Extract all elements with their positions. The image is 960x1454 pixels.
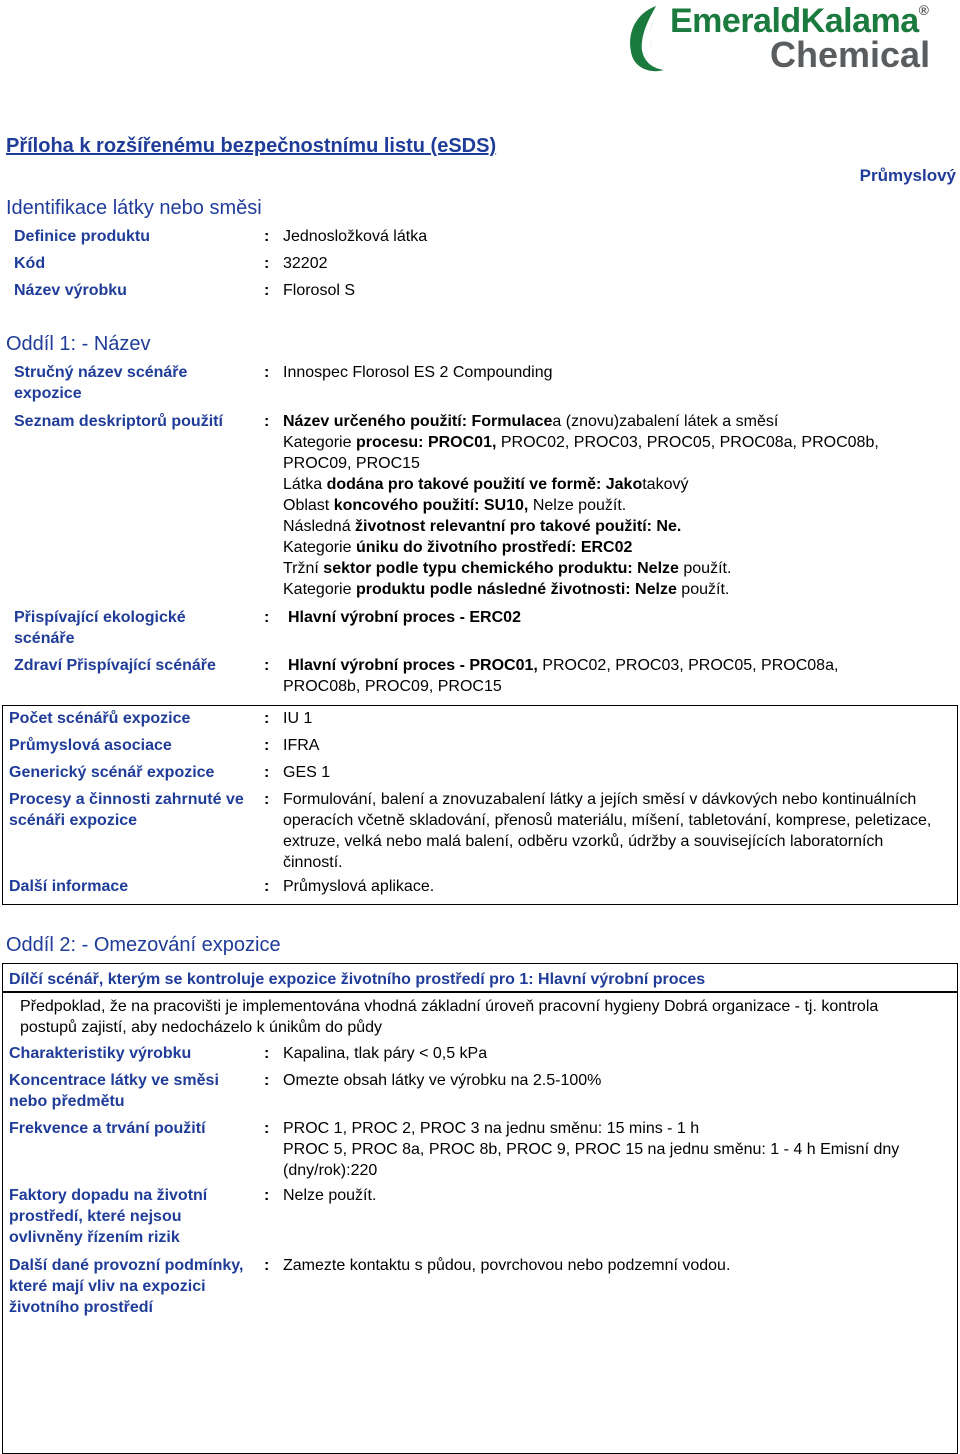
assumption-text: Předpoklad, že na pracovišti je implementována vhodná základní úroveň pracovní hygieny Dobrá organizace - tj. kontrola postupů zajistí, aby nedocházelo k únikům do půdy <box>20 998 879 1036</box>
category-label: Průmyslový <box>859 166 956 185</box>
colon: : <box>264 413 270 430</box>
colon: : <box>264 1187 270 1204</box>
info-value: Průmyslová aplikace. <box>283 878 435 895</box>
box1-value-0: IU 1 <box>283 710 313 727</box>
processes-value: Formulování, balení a znovuzabalení látky a jejích směsí v dávkových nebo kontinuálních operacích včetně skladování, přenosů materiálu, míšení, tabletování, komprese, peletizace, extruze, velká nebo malá balení, odběru vzorků, údržby a souvisejících laboratorních činností. <box>283 791 932 871</box>
descriptor-pre: Látka <box>283 476 327 493</box>
colon: : <box>264 1120 270 1137</box>
box1-label-2: Generický scénář expozice <box>9 764 215 781</box>
descriptor-line <box>283 495 953 516</box>
s2-label-4: Další dané provozní podmínky, které mají vliv na expozici životního prostředí <box>9 1257 244 1316</box>
colon: : <box>264 764 270 781</box>
descriptor-line <box>283 474 953 495</box>
ident-value-1: 32202 <box>283 255 328 272</box>
box1-label-1: Průmyslová asociace <box>9 737 172 754</box>
descriptor-line <box>283 453 953 474</box>
s2-label-2: Frekvence a trvání použití <box>9 1120 206 1137</box>
s2-value-2-line1: PROC 1, PROC 2, PROC 3 na jednu směnu: 15 mins - 1 h <box>283 1120 700 1137</box>
s2-value-2-line2: PROC 5, PROC 8a, PROC 8b, PROC 9, PROC 15 na jednu směnu: 1 - 4 h Emisní dny (dny/rok):220 <box>283 1141 900 1179</box>
descriptor-bold: úniku do životního prostředí: ERC02 <box>355 539 633 556</box>
descriptor-line <box>283 537 953 558</box>
section2-subheading: Dílčí scénář, kterým se kontroluje expozice životního prostředí pro 1: Hlavní výrobní proces <box>9 971 706 988</box>
colon: : <box>264 791 270 808</box>
info-label: Další informace <box>9 878 129 895</box>
s2-value-3: Nelze použít. <box>283 1187 377 1204</box>
colon: : <box>264 1257 270 1274</box>
section2-subheading-rule <box>2 991 958 993</box>
colon: : <box>264 1045 270 1062</box>
descriptor-pre: Následná <box>283 518 356 535</box>
health-value <box>283 655 953 697</box>
logo-line1: EmeraldKalama <box>670 2 919 40</box>
identification-heading: Identifikace látky nebo směsi <box>6 197 262 219</box>
descriptor-pre: PROC09, PROC15 <box>283 455 420 472</box>
colon: : <box>264 1072 270 1089</box>
health-value-bold: Hlavní výrobní proces - PROC01, <box>288 657 538 674</box>
s2-value-2 <box>283 1118 943 1181</box>
processes-label: Procesy a činnosti zahrnuté ve scénáři expozice <box>9 791 244 829</box>
health-value-rest: PROC02, PROC03, PROC05, PROC08a, <box>537 657 839 674</box>
descriptor-pre: Kategorie <box>283 581 356 598</box>
s2-value-4: Zamezte kontaktu s půdou, povrchovou nebo podzemní vodou. <box>283 1257 731 1274</box>
s2-label-3: Faktory dopadu na životní prostředí, které nejsou ovlivněny řízením rizik <box>9 1187 208 1246</box>
ident-value-0: Jednosložková látka <box>283 228 428 245</box>
health-label: Zdraví Přispívající scénáře <box>14 657 216 674</box>
colon: : <box>264 710 270 727</box>
descriptor-bold: dodána pro takové použití ve formě: Jako <box>326 476 643 493</box>
descriptor-bold: procesu: PROC01, <box>355 434 497 451</box>
logo-swoosh-icon <box>620 4 670 74</box>
colon: : <box>264 282 270 299</box>
short-name-label: Stručný název scénáře expozice <box>14 364 188 402</box>
s2-value-1: Omezte obsah látky ve výrobku na 2.5-100% <box>283 1072 602 1089</box>
health-value-line2: PROC08b, PROC09, PROC15 <box>283 678 502 695</box>
box1-value-1: IFRA <box>283 737 320 754</box>
section2-heading: Oddíl 2: - Omezování expozice <box>6 934 281 956</box>
descriptor-line <box>283 411 953 432</box>
short-name-value: Innospec Florosol ES 2 Compounding <box>283 364 553 381</box>
descriptor-pre: Kategorie <box>283 434 356 451</box>
descriptor-pre: Tržní <box>283 560 324 577</box>
descriptor-line <box>283 432 953 453</box>
descriptor-line <box>283 558 953 579</box>
descriptor-line <box>283 516 953 537</box>
ident-value-2: Florosol S <box>283 282 356 299</box>
colon: : <box>264 737 270 754</box>
descriptor-bold: sektor podle typu chemického produktu: Nelze <box>323 560 679 577</box>
s2-label-1: Koncentrace látky ve směsi nebo předmětu <box>9 1072 219 1110</box>
descriptor-bold: koncového použití: SU10, <box>333 497 529 514</box>
ident-label-2: Název výrobku <box>14 282 127 299</box>
doc-title: Příloha k rozšířenému bezpečnostnímu listu (eSDS) <box>6 135 497 157</box>
descriptor-post: takový <box>642 476 689 493</box>
colon: : <box>264 364 270 381</box>
descriptor-post: Nelze použít. <box>528 497 627 514</box>
descriptor-post: PROC02, PROC03, PROC05, PROC08a, PROC08b, <box>496 434 879 451</box>
colon: : <box>264 228 270 245</box>
logo-line2: Chemical <box>770 34 931 75</box>
box1-label-0: Počet scénářů expozice <box>9 710 191 727</box>
company-logo <box>620 0 960 80</box>
descriptor-post: použít. <box>676 581 730 598</box>
ident-label-1: Kód <box>14 255 46 272</box>
descriptor-pre: Oblast <box>283 497 334 514</box>
logo-reg: ® <box>918 2 929 18</box>
s2-label-0: Charakteristiky výrobku <box>9 1045 192 1062</box>
descriptor-pre: Název určeného použití: Formulace <box>283 413 553 430</box>
colon: : <box>264 657 270 674</box>
descriptors-list <box>283 411 953 600</box>
colon: : <box>264 609 270 626</box>
descriptor-post: a (znovu)zabalení látek a směsí <box>552 413 779 430</box>
descriptor-line <box>283 579 953 600</box>
section1-heading: Oddíl 1: - Název <box>6 333 151 355</box>
descriptor-pre: Kategorie <box>283 539 356 556</box>
descriptor-post: použít. <box>678 560 732 577</box>
box1-value-2: GES 1 <box>283 764 331 781</box>
eco-value: Hlavní výrobní proces - ERC02 <box>288 609 521 626</box>
eco-label: Přispívající ekologické scénáře <box>14 609 186 647</box>
descriptors-label: Seznam deskriptorů použití <box>14 413 223 430</box>
colon: : <box>264 878 270 895</box>
s2-value-0: Kapalina, tlak páry < 0,5 kPa <box>283 1045 488 1062</box>
ident-label-0: Definice produktu <box>14 228 151 245</box>
descriptor-bold: produktu podle následné životnosti: Nelze <box>355 581 677 598</box>
descriptor-bold: životnost relevantní pro takové použití: Ne. <box>355 518 682 535</box>
colon: : <box>264 255 270 272</box>
